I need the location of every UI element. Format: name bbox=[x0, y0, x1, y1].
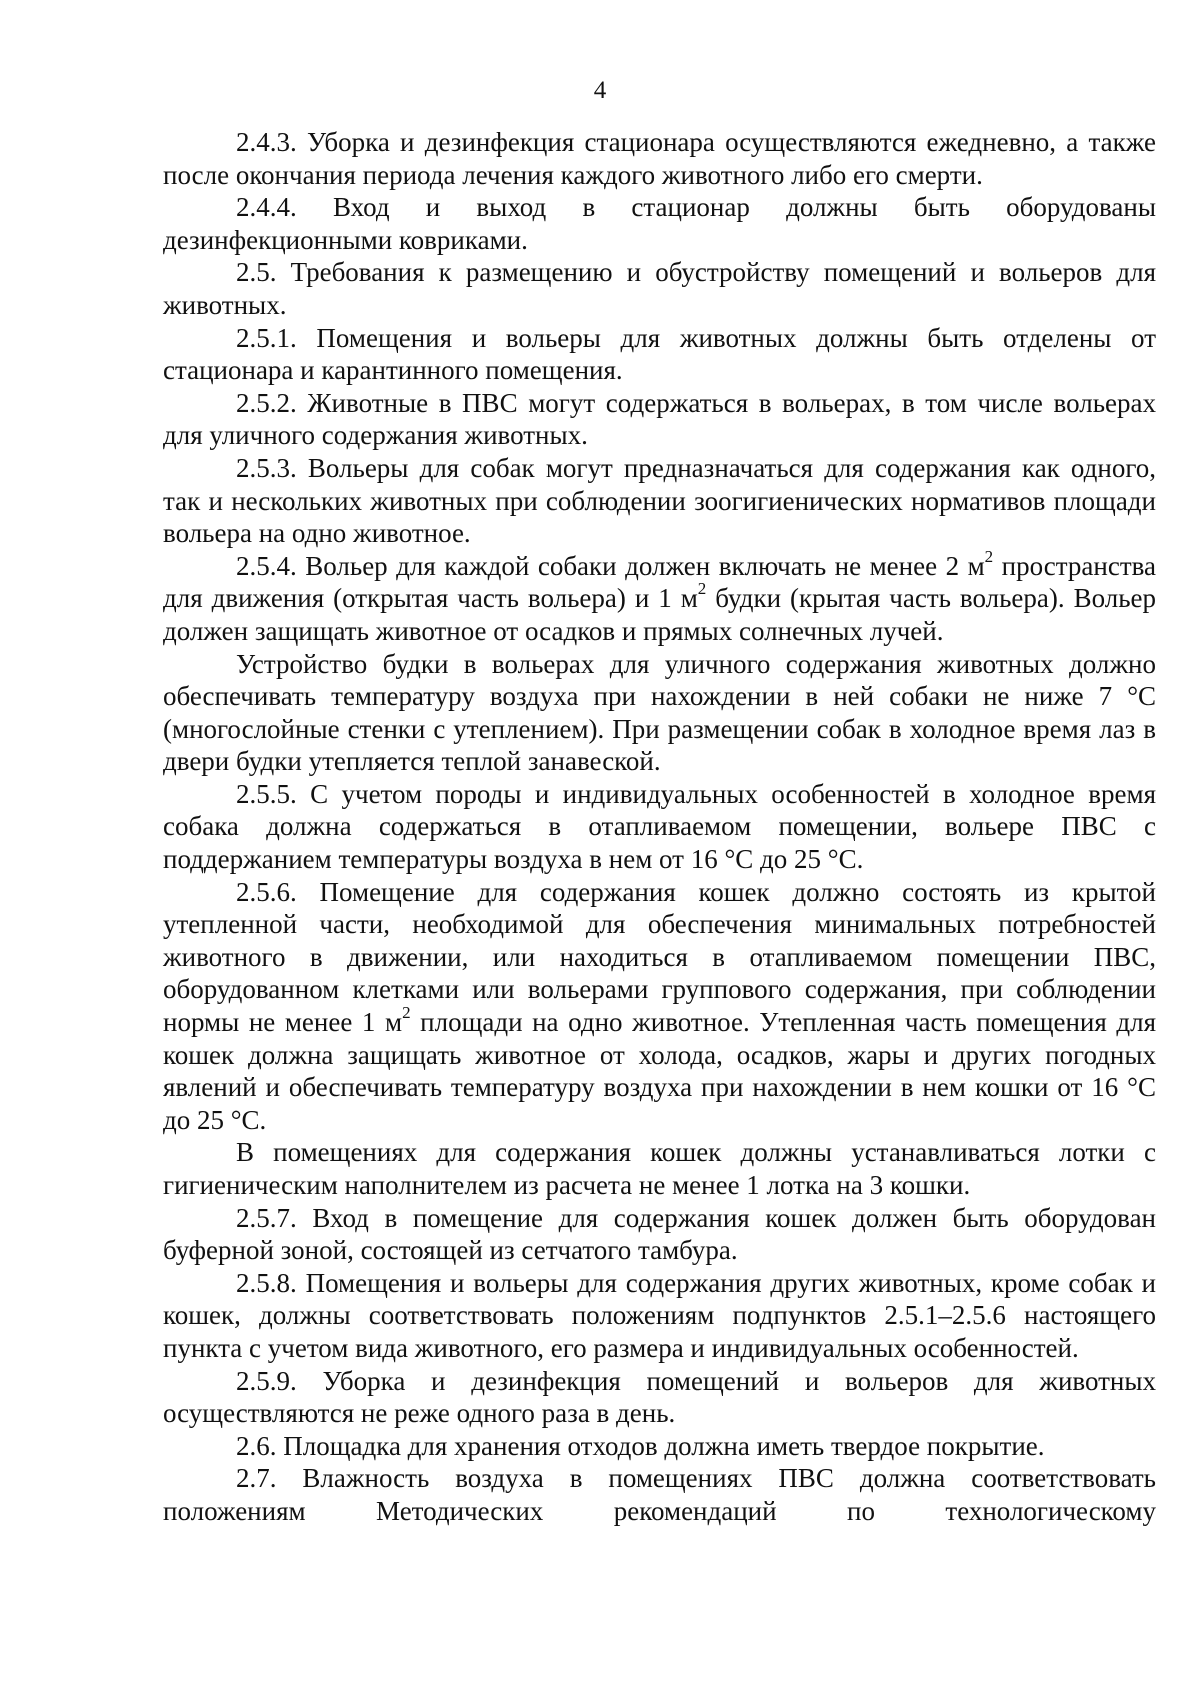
paragraph-2-5: 2.5. Требования к размещению и обустройству помещений и вольеров для животных. bbox=[163, 257, 1156, 320]
paragraph-2-5-6 bbox=[163, 876, 1156, 1137]
paragraph-2-5-6-part-a: 2.5.6. Помещение для содержания кошек должно состоять из крытой утепленной части, необходимой для обеспечения минимальных потребностей животного в движении, или находиться в отапливаемом помещении ПВС, оборудованном клетками или вольерами группового содержания, при соблюдении нормы не менее 1 м bbox=[163, 876, 1156, 1038]
paragraph-2-7: 2.7. Влажность воздуха в помещениях ПВС должна соответствовать положениям Методических рекомендаций по технологическому bbox=[163, 1463, 1156, 1526]
superscript-square: 2 bbox=[402, 1003, 411, 1023]
paragraph-2-5-1: 2.5.1. Помещения и вольеры для животных должны быть отделены от стационара и карантинного помещения. bbox=[163, 322, 1156, 386]
paragraph-2-5-4-part-b: пространства для движения (открытая часть вольера) и 1 м bbox=[163, 550, 1156, 614]
paragraph-2-6: 2.6. Площадка для хранения отходов должна иметь твердое покрытие. bbox=[236, 1430, 1045, 1461]
document-body bbox=[163, 126, 1156, 1528]
paragraph-cat-litter: В помещениях для содержания кошек должны устанавливаться лотки с гигиеническим наполнителем из расчета не менее 1 лотка на 3 кошки. bbox=[163, 1137, 1156, 1200]
paragraph-2-5-7: 2.5.7. Вход в помещение для содержания кошек должен быть оборудован буферной зоной, состоящей из сетчатого тамбура. bbox=[163, 1202, 1156, 1266]
paragraph-2-5-5: 2.5.5. С учетом породы и индивидуальных особенностей в холодное время собака должна содержаться в отапливаемом помещении, вольере ПВС с поддержанием температуры воздуха в нем от 16 °С до 25 °С. bbox=[163, 778, 1156, 875]
paragraph-2-4-3: 2.4.3. Уборка и дезинфекция стационара осуществляются ежедневно, а также после окончания периода лечения каждого животного либо его смерти. bbox=[163, 127, 1156, 190]
paragraph-2-5-4 bbox=[163, 546, 1156, 648]
paragraph-2-5-2: 2.5.2. Животные в ПВС могут содержаться в вольерах, в том числе вольерах для уличного содержания животных. bbox=[163, 387, 1156, 451]
paragraph-2-5-4-part-c: будки (крытая часть вольера). Вольер должен защищать животное от осадков и прямых солнечных лучей. bbox=[163, 583, 1156, 646]
superscript-square: 2 bbox=[984, 546, 994, 566]
paragraph-2-5-8: 2.5.8. Помещения и вольеры для содержания других животных, кроме собак и кошек, должны соответствовать положениям подпунктов 2.5.1–2.5.6 настоящего пункта с учетом вида животного, его размера и индивидуальных особенностей. bbox=[163, 1267, 1156, 1363]
paragraph-2-5-9: 2.5.9. Уборка и дезинфекция помещений и вольеров для животных осуществляются не реже одного раза в день. bbox=[163, 1365, 1156, 1429]
paragraph-2-4-4: 2.4.4. Вход и выход в стационар должны быть оборудованы дезинфекционными ковриками. bbox=[163, 192, 1156, 255]
paragraph-kennel-design: Устройство будки в вольерах для уличного содержания животных должно обеспечивать температуру воздуха при нахождении в ней собаки не ниже 7 °С (многослойные стенки с утеплением). При размещении собак в холодное время лаз в двери будки утепляется теплой занавеской. bbox=[163, 648, 1156, 777]
paragraph-2-5-4-part-a: 2.5.4. Вольер для каждой собаки должен включать не менее 2 м bbox=[236, 550, 985, 581]
page-number: 4 bbox=[593, 77, 607, 104]
superscript-square: 2 bbox=[697, 579, 707, 599]
paragraph-2-5-6-part-b: площади на одно животное. Утепленная часть помещения для кошек должна защищать животное от холода, осадков, жары и других погодных явлений и обеспечивать температуру воздуха при нахождении в нем кошки от 16 °С до 25 °С. bbox=[163, 1007, 1157, 1135]
paragraph-2-5-3: 2.5.3. Вольеры для собак могут предназначаться для содержания как одного, так и нескольких животных при соблюдении зоогигиенических нормативов площади вольера на одно животное. bbox=[163, 452, 1156, 549]
